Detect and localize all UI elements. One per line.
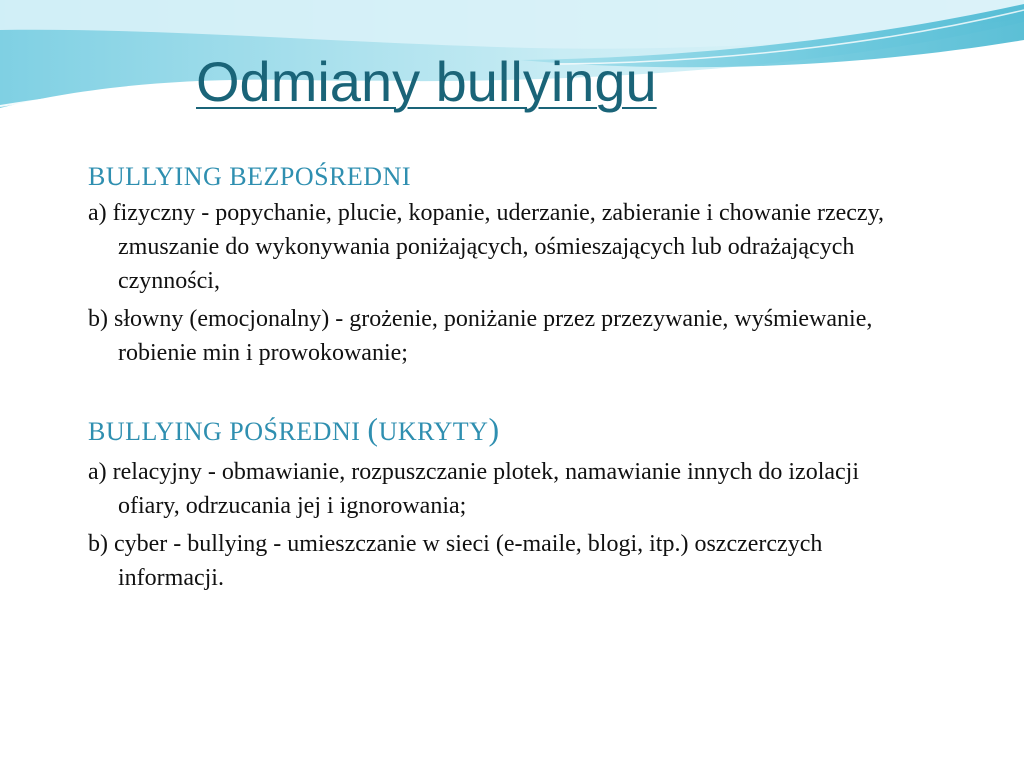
slide-content <box>88 160 888 595</box>
list-item-relational: a) relacyjny - obmawianie, rozpuszczanie plotek, namawianie innych do izolacji ofiary, odrzucania jej i ignorowania; <box>88 459 860 519</box>
section-heading-direct <box>88 160 888 194</box>
list-item-cyber: b) cyber - bullying - umieszczanie w sieci (e-maile, blogi, itp.) oszczerczych informacji. <box>88 531 823 591</box>
paren-close: ) <box>488 411 500 447</box>
section-heading-indirect <box>88 412 888 449</box>
list-item-verbal: b) słowny (emocjonalny) - grożenie, poniżanie przez przezywanie, wyśmiewanie, robienie min i prowokowanie; <box>88 306 873 366</box>
slide-title: Odmiany bullyingu <box>196 50 657 113</box>
paren-open: ( <box>367 411 379 447</box>
section-heading-direct-text: BULLYING BEZPOŚREDNI <box>88 162 412 191</box>
section-heading-indirect-paren-text: UKRYTY <box>378 417 489 446</box>
section-heading-indirect-text: BULLYING POŚREDNI <box>88 417 361 446</box>
list-item-physical: a) fizyczny - popychanie, plucie, kopanie, uderzanie, zabieranie i chowanie rzeczy, zmuszanie do wykonywania poniżających, ośmieszających lub odrażających czynności, <box>88 200 885 294</box>
